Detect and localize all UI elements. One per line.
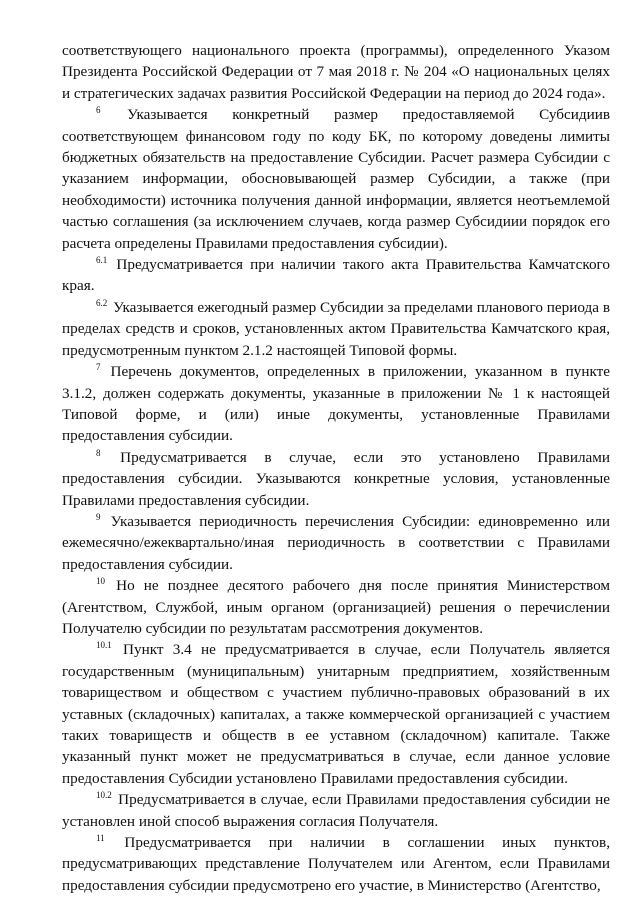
footnote-marker: 6.1 (96, 255, 108, 266)
footnote-6 (62, 104, 610, 254)
footnote-text: Указывается периодичность перечисления Субсидии: единовременно или ежемесячно/ежеквартально/иная периодичность в соответствии с Правилами предоставления субсидии. (62, 512, 610, 573)
footnote-9 (62, 511, 610, 575)
footnote-marker: 9 (96, 511, 101, 522)
footnote-8 (62, 447, 610, 511)
footnote-marker: 11 (96, 833, 105, 844)
footnote-marker: 10.1 (96, 640, 112, 651)
footnote-11 (62, 832, 610, 896)
footnote-marker: 10.2 (96, 790, 112, 801)
footnote-text: Предусматривается в случае, если Правилами предоставления субсидии не установлен иной способ выражения согласия Получателя. (62, 791, 611, 830)
footnote-6-2 (62, 297, 610, 361)
footnote-text: Но не позднее десятого рабочего дня после принятия Министерством (Агентством, Службой, иным органом (организацией) решения о перечислении Получателю субсидии по результатам рассмотрения документов. (62, 577, 610, 637)
footnote-text: Указывается конкретный размер предоставляемой Субсидиив соответствующем финансовом году по коду БК, по которому доведены лимиты бюджетных обязательств на предоставление Субсидии. Расчет размера Субсидии с указанием информации, обосновывающей размер Субсидии, а также (при необходимости) источника получения данной информации, является неотъемлемой частью соглашения (за исключением случаев, когда размер Субсидиии порядок его расчета определены Правилами предоставления субсидии). (62, 106, 611, 252)
paragraph-continuation (62, 40, 610, 104)
footnote-marker: 6 (96, 105, 101, 116)
footnote-10-1 (62, 639, 610, 789)
footnote-marker: 8 (96, 447, 101, 458)
footnote-marker: 10 (96, 576, 105, 587)
paragraph-text: соответствующего национального проекта (программы), определенного Указом Президента Российской Федерации от 7 мая 2018 г. № 204 «О национальных целях и стратегических задачах развития Российской Федерации на период до 2024 года». (62, 42, 610, 102)
footnote-10-2 (62, 789, 610, 832)
footnote-6-1 (62, 254, 610, 297)
footnote-text: Перечень документов, определенных в приложении, указанном в пункте 3.1.2, должен содержать документы, указанные в приложении № 1 к настоящей Типовой форме, и (или) иные документы, установленные Правилами предоставления субсидии. (62, 363, 610, 445)
footnote-10 (62, 575, 610, 639)
footnote-text: Предусматривается при наличии такого акта Правительства Камчатского края. (62, 256, 610, 295)
footnote-text: Предусматривается в случае, если это установлено Правилами предоставления субсидии. Указываются конкретные условия, установленные Правилами предоставления субсидии. (62, 448, 611, 509)
footnote-text: Пункт 3.4 не предусматривается в случае, если Получатель является государственным (муниципальным) унитарным предприятием, хозяйственным товариществом и обществом с участием публично-правовых образований в их уставных (складочных) капиталах, а также коммерческой организацией с участием таких товариществ и обществ в ее уставном (складочном) капитале. Также указанный пункт может не предусматриваться в случае, если данное условие предоставления Субсидии установлено Правилами предоставления субсидии. (62, 641, 610, 787)
footnote-text: Указывается ежегодный размер Субсидии за пределами планового периода в пределах средств и сроков, установленных актом Правительства Камчатского края, предусмотренным пунктом 2.1.2 настоящей Типовой формы. (62, 298, 610, 359)
footnote-marker: 7 (96, 362, 101, 373)
document-page (62, 40, 610, 896)
footnote-7 (62, 361, 610, 447)
footnote-text: Предусматривается при наличии в соглашении иных пунктов, предусматривающих представление Получателем или Агентом, если Правилами предоставления субсидии предусмотрено его участие, в Министерство (Агентство, (62, 834, 610, 894)
footnote-marker: 6.2 (96, 297, 108, 308)
